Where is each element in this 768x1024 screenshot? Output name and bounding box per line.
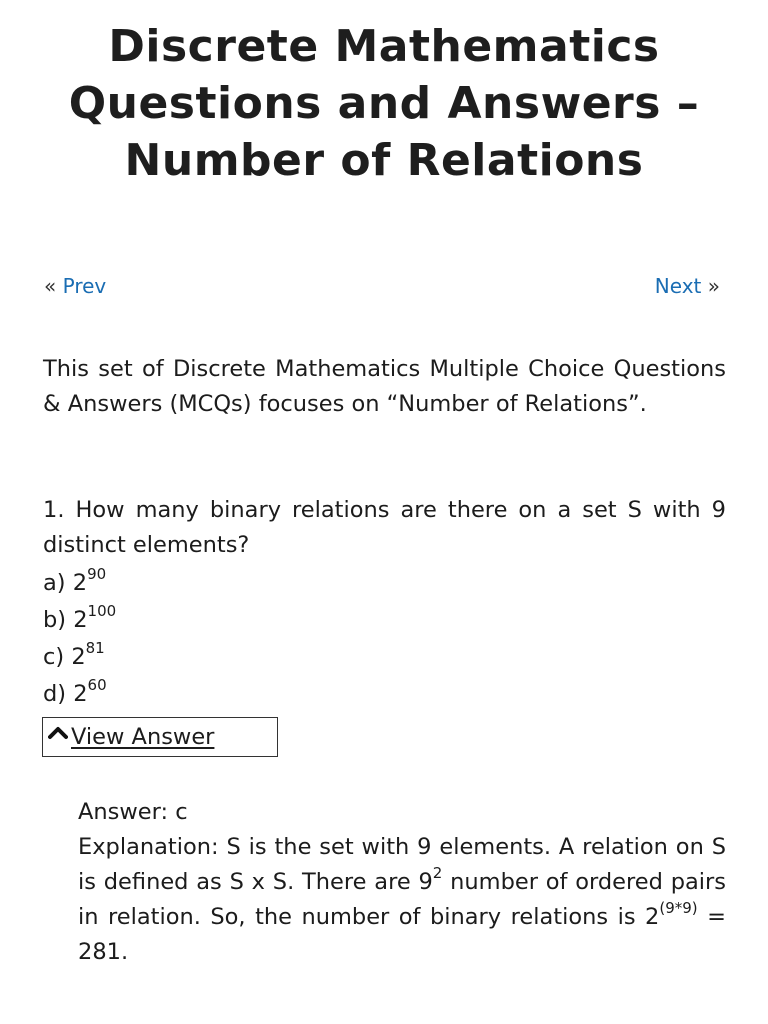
prev-link-label[interactable]: Prev	[62, 274, 107, 298]
page-title: Discrete Mathematics Questions and Answers – Number of Relations	[68, 21, 700, 186]
option-label: d)	[43, 681, 67, 707]
option-base: 2	[73, 607, 88, 633]
option-exponent: 81	[85, 638, 105, 657]
option-exponent: 90	[87, 564, 107, 583]
answer-line: Answer: c	[78, 799, 188, 825]
option-exponent: 100	[87, 601, 117, 620]
explanation-text	[78, 830, 726, 970]
prev-arrow-icon: «	[44, 274, 57, 298]
pagination-nav	[44, 274, 720, 304]
explanation-part-3: = 281.	[78, 904, 726, 965]
question-text: 1. How many binary relations are there on a set S with 9 distinct elements?	[43, 497, 726, 558]
next-arrow-icon: »	[707, 274, 720, 298]
next-link[interactable]	[655, 274, 720, 298]
option-label: c)	[43, 644, 65, 670]
explanation-part-2: number of ordered pairs in relation. So, the number of binary relations is 2	[78, 869, 726, 930]
option-base: 2	[72, 570, 88, 596]
explanation-part-1: Explanation: S is the set with 9 elements. A relation on S is defined as S x S. There are 9	[78, 834, 726, 895]
caret-up-icon	[43, 718, 71, 756]
option-base: 2	[73, 681, 88, 707]
option-base: 2	[71, 644, 86, 670]
explanation-superscript-2: (9*9)	[659, 898, 698, 917]
option-label: b)	[43, 607, 67, 633]
option-a	[43, 565, 116, 602]
option-b	[43, 602, 116, 639]
option-exponent: 60	[87, 675, 107, 694]
prev-link[interactable]	[44, 274, 106, 298]
option-c	[43, 639, 116, 676]
intro-paragraph: This set of Discrete Mathematics Multiple Choice Questions & Answers (MCQs) focuses on “Number of Relations”.	[43, 356, 726, 417]
next-link-label[interactable]: Next	[654, 274, 702, 298]
option-d	[43, 676, 116, 713]
view-answer-label: View Answer	[71, 724, 215, 750]
answer-options	[43, 565, 116, 713]
answer-panel	[78, 795, 726, 970]
view-answer-button[interactable]	[42, 717, 278, 757]
explanation-superscript-1: 2	[432, 863, 443, 882]
option-label: a)	[43, 570, 66, 596]
